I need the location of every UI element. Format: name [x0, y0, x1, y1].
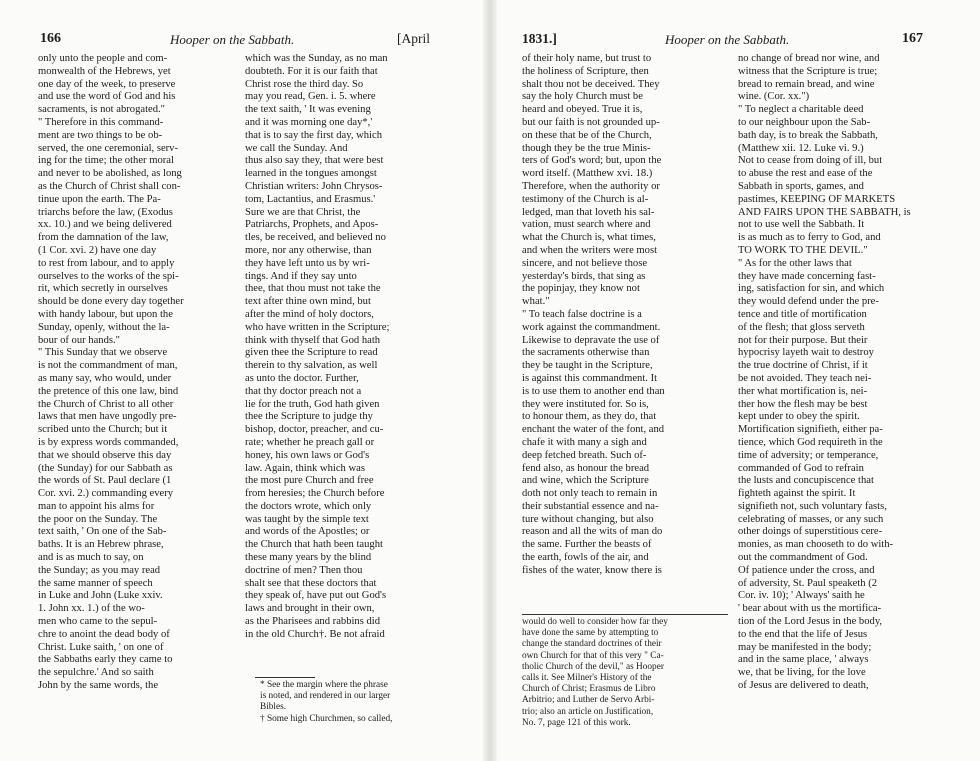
text-line: ture without changing, but also	[522, 513, 654, 525]
text-line: and never to be abolished, as long	[38, 168, 182, 180]
text-line: the sepulchre.' And so saith	[38, 667, 154, 679]
text-line: Cor. xvi. 2.) commanding every	[38, 488, 174, 500]
text-line: bour of our hands."	[38, 334, 120, 346]
text-line: Likewise to depravate the use of	[522, 334, 660, 346]
text-line: and is as much to say, on	[38, 552, 144, 564]
text-line: ledged, man that loveth his sal-	[522, 206, 655, 218]
text-line: men who came to the sepul-	[38, 616, 158, 628]
text-line: fend also, as honour the bread	[522, 462, 650, 474]
text-line: thee the Scripture to judge thy	[245, 411, 373, 423]
text-line: Christ. Luke saith, ' on one of	[38, 641, 164, 653]
text-line: to honour them, as they do, that	[522, 411, 657, 423]
text-line: is as much as to ferry to God, and	[738, 232, 881, 244]
text-line: laws and brought in their own,	[245, 603, 375, 615]
issue-year: 1831.]	[522, 31, 557, 46]
text-line: not to use well the Sabbath. It	[738, 219, 865, 231]
right-page-header	[490, 31, 980, 49]
text-line: laws that men have ungodly pre-	[38, 411, 177, 423]
text-line: No. 7, page 121 of this work.	[522, 717, 631, 728]
text-line: work against the commandment.	[522, 321, 661, 333]
text-line: these many years by the blind	[245, 552, 372, 564]
footnote-rule	[255, 677, 315, 678]
text-line: out the commandment of God.	[738, 552, 868, 564]
text-line: what the Church is, what times,	[522, 232, 656, 244]
text-line: they were instituted for. So is,	[522, 398, 649, 410]
page-number: 167	[902, 31, 923, 46]
text-line: the text saith, ' It was evening	[245, 104, 371, 116]
text-line: wine. (Cor. xx.")	[738, 91, 810, 103]
text-line: of their holy name, but trust to	[522, 53, 652, 64]
text-line: is against this commandment. It	[522, 372, 658, 384]
text-line: bread to remain bread, and wine	[738, 78, 875, 90]
text-line: is noted, and rendered in our larger	[260, 691, 391, 702]
text-line: TO WORK TO THE DEVIL."	[738, 244, 868, 256]
text-line: the Sunday; as you may read	[38, 564, 161, 576]
text-line: given thee the Scripture to read	[245, 347, 378, 359]
text-line: they have made concerning fast-	[738, 270, 876, 282]
text-line: reason and all the wits of man do	[522, 526, 663, 538]
left-page-column-2	[245, 53, 473, 678]
text-line: the doctors wrote, which only	[245, 500, 372, 512]
text-line: and in the same place, ' always	[738, 654, 869, 666]
text-line: tholic Church of the devil," as Hooper	[522, 661, 664, 672]
text-line: the holiness of Scripture, then	[522, 65, 649, 77]
text-line: the earth, fowls of the air, and	[522, 552, 649, 564]
text-line: and words of the Apostles; or	[245, 526, 370, 538]
text-line: tience, which God requireth in the	[738, 436, 883, 448]
text-line: lie for the truth, God hath given	[245, 398, 380, 410]
text-line: xx. 10.) and we being delivered	[38, 219, 172, 231]
text-line: tence and title of mortification	[738, 308, 867, 320]
text-line: of adversity, St. Paul speaketh (2	[738, 577, 878, 589]
text-line: of Jesus are delivered to death,	[738, 680, 869, 692]
text-line: should be done every day together	[38, 296, 184, 308]
text-line: ther what mortification is, nei-	[738, 385, 868, 397]
text-line: on these that be of the Church,	[522, 129, 652, 141]
text-line: text saith, ' On one of the Sab-	[38, 526, 167, 538]
text-line: of the flesh; that gloss serveth	[738, 321, 865, 333]
text-line: thee, that thou must not take the	[245, 283, 381, 295]
text-line: time of adversity; or temperance,	[738, 449, 879, 461]
text-line: their substantial essence and na-	[522, 500, 659, 512]
text-line: have done the same by attempting to	[522, 628, 659, 639]
text-line: man to appoint his alms for	[38, 500, 155, 512]
text-line: would do well to consider how far they	[522, 617, 668, 627]
text-line: celebrating of masses, or any such	[738, 513, 884, 525]
text-line: Bibles.	[260, 702, 287, 713]
text-line: ing, satisfaction for sin, and which	[738, 283, 885, 295]
text-line: think with thyself that God hath	[245, 334, 381, 346]
text-line: that thy doctor preach not a	[245, 385, 362, 397]
text-line: word itself. (Matthew xvi. 18.)	[522, 168, 653, 180]
text-line: rit, which secretly in ourselves	[38, 283, 168, 295]
text-line: chafe it with many a sigh and	[522, 436, 647, 448]
text-line: change the standard doctrines of their	[522, 639, 662, 650]
text-line: may you read, Gen. i. 5. where	[245, 91, 376, 103]
text-line: may be manifested in the body;	[738, 641, 872, 653]
text-line: what."	[522, 296, 550, 308]
text-line: hypocrisy layeth wait to destroy	[738, 347, 874, 359]
text-line: baths. It is an Hebrew phrase,	[38, 539, 164, 551]
text-line: triarchs before the law, (Exodus	[38, 206, 173, 218]
text-line: the Church that hath been taught	[245, 539, 383, 551]
text-line: AND FAIRS UPON THE SABBATH, is	[738, 206, 911, 218]
text-line: from heresies; the Church before	[245, 488, 385, 500]
text-line: other doings of superstitious cere-	[738, 526, 883, 538]
text-line: Arbitrio; and Luther de Servo Arbi-	[522, 695, 655, 706]
text-line: own Church for that of this very " Ca-	[522, 650, 664, 661]
text-line: doth not only teach to remain in	[522, 488, 658, 500]
text-line: yesterday's birds, that sing as	[522, 270, 646, 282]
text-line: not for their purpose. But their	[738, 334, 868, 346]
text-line: we call the Sunday. And	[245, 142, 348, 154]
text-line: calls it. See Milner's History of the	[522, 673, 652, 684]
text-line: " As for the other laws that	[738, 257, 852, 269]
text-line: as the Church of Christ shall con-	[38, 180, 181, 192]
text-line: they have left unto us by wri-	[245, 257, 370, 269]
text-line: the words of St. Paul declare (1	[38, 475, 172, 487]
text-line: be not avoided. They teach nei-	[738, 372, 872, 384]
text-line: is by express words commanded,	[38, 436, 179, 448]
text-line: therein to thy salvation, as well	[245, 360, 378, 372]
text-line: vation, must search where and	[522, 219, 651, 231]
text-line: is not the commandment of man,	[38, 360, 178, 372]
text-line: Sunday, openly, without the la-	[38, 321, 170, 333]
right-page-footnotes	[522, 617, 730, 735]
text-line: Patriarchs, Prophets, and Apos-	[245, 219, 379, 231]
text-line: chre to anoint the dead body of	[38, 628, 170, 640]
text-line: witness that the Scripture is true;	[738, 65, 878, 77]
text-line: as many say, who would, under	[38, 372, 172, 384]
text-line: law. Again, think which was	[245, 462, 365, 474]
text-line: say the holy Church must be	[522, 91, 643, 103]
text-line: heard and obeyed. True it is,	[522, 104, 643, 116]
text-line: monwealth of the Hebrews, yet	[38, 65, 171, 77]
text-line: which was the Sunday, as no man	[245, 53, 388, 64]
text-line: the true doctrine of Christ, if it	[738, 360, 868, 372]
text-line: signifieth not, such voluntary fasts,	[738, 500, 887, 512]
text-line: but our faith is not grounded up-	[522, 116, 660, 128]
text-line: Christ rose the third day. So	[245, 78, 364, 90]
text-line: Cor. iv. 10); ' Always' saith he	[738, 590, 865, 602]
text-line: the poor on the Sunday. The	[38, 513, 158, 525]
text-line: in the old Church†. Be not afraid	[245, 628, 385, 640]
text-line: Sabbath in sports, games, and	[738, 180, 864, 192]
issue-month: [April	[397, 31, 430, 46]
text-line: who have written in the Scripture;	[245, 321, 390, 333]
text-line: and use the word of God and his	[38, 91, 176, 103]
footnote-rule	[522, 614, 728, 615]
text-line: the most pure Church and free	[245, 475, 374, 487]
text-line: ther how the flesh may be best	[738, 398, 868, 410]
text-line: only unto the people and com-	[38, 53, 168, 64]
text-line: honey, his own laws or God's	[245, 449, 370, 461]
text-line: the sacraments otherwise than	[522, 347, 650, 359]
text-line: † Some high Churchmen, so called,	[260, 713, 393, 724]
text-line: monies, as man chooseth to do with-	[738, 539, 894, 551]
text-line: the lusts and concupiscence that	[738, 475, 874, 487]
text-line: was taught by the simple text	[245, 513, 369, 525]
text-line: they would defend under the pre-	[738, 296, 879, 308]
text-line: deep fetched breath. Such of-	[522, 449, 647, 461]
text-line: " To teach false doctrine is a	[522, 308, 642, 320]
text-line: thus also say they, that were best	[245, 155, 384, 167]
text-line: ment are two things to be ob-	[38, 129, 163, 141]
text-line: pastimes, KEEPING OF MARKETS	[738, 193, 896, 205]
text-line: tom, Lactantius, and Erasmus.'	[245, 193, 376, 205]
text-line: tles, be received, and believed no	[245, 232, 386, 244]
text-line: they be taught in the Scripture,	[522, 360, 653, 372]
text-line: ing for the time; the other moral	[38, 155, 174, 167]
right-page-column-1	[522, 53, 730, 613]
text-line: the pretence of this one law, bind	[38, 385, 179, 397]
text-line: (1 Cor. xvi. 2) have one day	[38, 244, 157, 256]
text-line: ourselves to the works of the spi-	[38, 270, 179, 282]
text-line: (Matthew xii. 12. Luke vi. 9.)	[738, 142, 864, 154]
page-number: 166	[40, 31, 61, 46]
text-line: " To neglect a charitable deed	[738, 104, 864, 116]
text-line: tings. And if they say unto	[245, 270, 357, 282]
text-line: and it was morning one day*,'	[245, 116, 373, 128]
text-line: after the mind of holy doctors,	[245, 308, 374, 320]
text-line: 1. John xx. 1.) of the wo-	[38, 603, 145, 615]
text-line: bath day, is to break the Sabbath,	[738, 129, 878, 141]
text-line: kept under to obey the spirit.	[738, 411, 860, 423]
text-line: (the Sunday) for our Sabbath as	[38, 462, 173, 474]
running-title: Hooper on the Sabbath.	[170, 32, 295, 47]
text-line: Therefore, when the authority or	[522, 180, 660, 192]
left-page-column-1	[38, 53, 236, 757]
text-line: " This Sunday that we observe	[38, 347, 168, 359]
text-line: in Luke and John (Luke xxiv.	[38, 590, 163, 602]
text-line: " Therefore in this command-	[38, 116, 164, 128]
text-line: the Sabbaths early they came to	[38, 654, 173, 666]
text-line: and wine, which the Scripture	[522, 475, 649, 487]
text-line: to abuse the rest and ease of the	[738, 168, 873, 180]
text-line: is to use them to another end than	[522, 385, 665, 397]
text-line: as unto the doctor. Further,	[245, 372, 359, 384]
text-line: doubteth. For it is our faith that	[245, 65, 378, 77]
text-line: shalt thou not be deceived. They	[522, 78, 660, 90]
text-line: bishop, doctor, preacher, and cu-	[245, 424, 384, 436]
text-line: as the Pharisees and rabbins did	[245, 616, 381, 628]
text-line: * See the margin where the phrase	[260, 680, 388, 690]
text-line: rate; whether he preach gall or	[245, 436, 375, 448]
text-line: the popinjay, they know not	[522, 283, 640, 295]
text-line: to the end that the life of Jesus	[738, 628, 868, 640]
right-page	[490, 0, 980, 761]
text-line: doctrine of men? Then thou	[245, 564, 363, 576]
text-line: Church of Christ; Erasmus de Libro	[522, 684, 656, 695]
running-title: Hooper on the Sabbath.	[665, 32, 790, 47]
text-line: though they be the true Minis-	[522, 142, 651, 154]
text-line: Christian writers: John Chrysos-	[245, 180, 383, 192]
text-line: more, nor any otherwise, than	[245, 244, 372, 256]
text-line: fighteth against the spirit. It	[738, 488, 856, 500]
text-line: tinue upon the earth. The Pa-	[38, 193, 161, 205]
text-line: that we should observe this day	[38, 449, 172, 461]
text-line: text after thine own mind, but	[245, 296, 371, 308]
left-page-header	[0, 31, 490, 49]
text-line: and when the writers were most	[522, 244, 658, 256]
text-line: testimony of the Church is al-	[522, 193, 649, 205]
text-line: commanded of God to refrain	[738, 462, 864, 474]
text-line: scribed unto the Church; but it	[38, 424, 168, 436]
text-line: John by the same words, the	[38, 680, 159, 692]
text-line: the Church of Christ to all other	[38, 398, 174, 410]
right-page-column-2	[738, 53, 948, 757]
text-line: we, that be living, for the love	[738, 667, 866, 679]
text-line: Mortification signifieth, either pa-	[738, 424, 883, 436]
text-line: Of patience under the cross, and	[738, 564, 875, 576]
text-line: sincere, and not believe those	[522, 257, 648, 269]
left-page-footnotes	[260, 680, 473, 740]
text-line: no change of bread nor wine, and	[738, 53, 880, 64]
text-line: that is to say the first day, which	[245, 129, 383, 141]
text-line: the same manner of speech	[38, 577, 153, 589]
text-line: Sure we are that Christ, the	[245, 206, 361, 218]
text-line: learned in the tongues amongst	[245, 168, 377, 180]
text-line: to rest from labour, and to apply	[38, 257, 175, 269]
text-line: trio; also an article on Justification,	[522, 706, 654, 717]
text-line: they speak of, have put out God's	[245, 590, 387, 602]
text-line: from the damnation of the law,	[38, 232, 169, 244]
text-line: served, the one ceremonial, serv-	[38, 142, 179, 154]
text-line: one day of the week, to preserve	[38, 78, 176, 90]
text-line: with handy labour, but upon the	[38, 308, 173, 320]
text-line: to our neighbour upon the Sab-	[738, 116, 871, 128]
text-line: shalt see that these doctors that	[245, 577, 377, 589]
text-line: the same. Further the beasts of	[522, 539, 652, 551]
text-line: fishes of the water, know there is	[522, 564, 662, 576]
text-line: tion of the Lord Jesus in the body,	[738, 616, 883, 628]
text-line: ters of God's word; but, upon the	[522, 155, 662, 167]
text-line: sacraments, is not abrogated."	[38, 104, 165, 116]
text-line: enchant the water of the font, and	[522, 424, 665, 436]
text-line: ' bear about with us the mortifica-	[738, 603, 882, 615]
text-line: Not to cease from doing of ill, but	[738, 155, 883, 167]
